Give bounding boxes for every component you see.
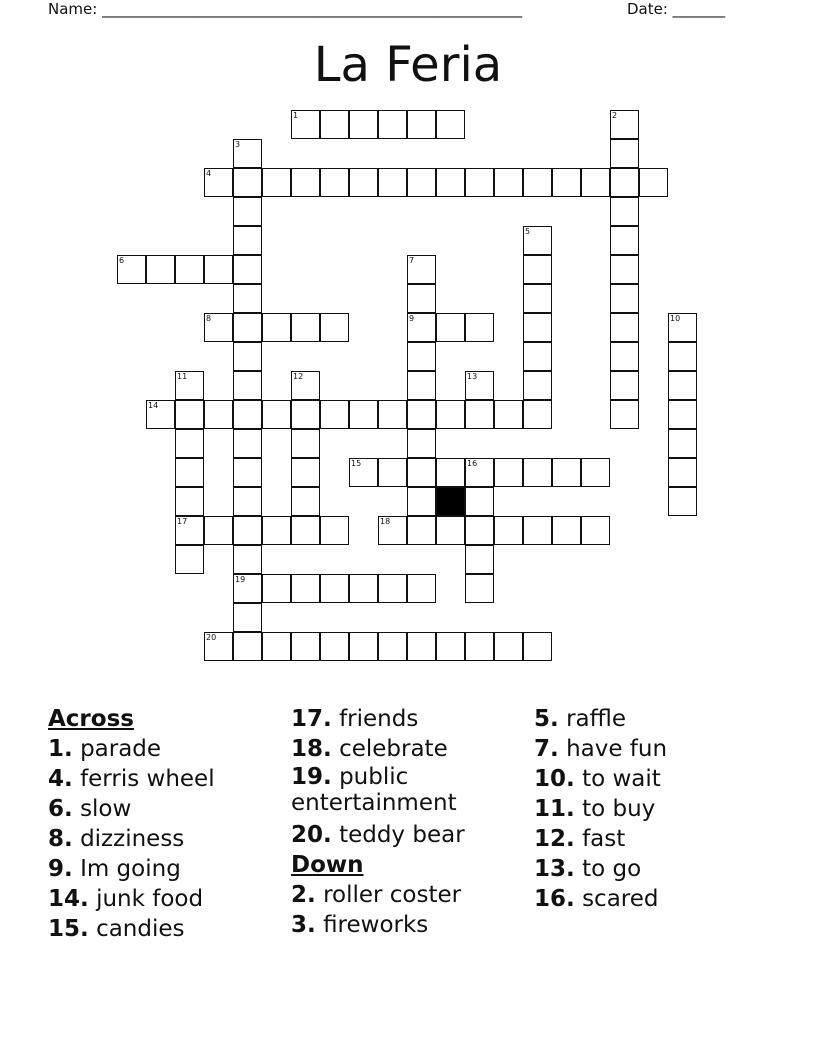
grid-cell[interactable] <box>291 429 320 458</box>
clue-number: 6 <box>119 256 125 265</box>
grid-cell[interactable] <box>378 632 407 661</box>
grid-cell[interactable] <box>349 110 378 139</box>
clue-number: 20 <box>206 633 217 642</box>
grid-cell[interactable] <box>146 255 175 284</box>
clue-item: 1. parade <box>48 736 162 762</box>
grid-cell[interactable] <box>320 110 349 139</box>
grid-cell[interactable] <box>610 197 639 226</box>
clue-item: 14. junk food <box>48 886 204 912</box>
clue-number: 8 <box>206 314 212 323</box>
clue-number: 3 <box>235 140 241 149</box>
grid-cell[interactable] <box>349 400 378 429</box>
clue-number: 13 <box>467 372 478 381</box>
grid-cell[interactable] <box>233 284 262 313</box>
clue-number: 9 <box>409 314 415 323</box>
clue-item: 7. have fun <box>534 736 668 762</box>
grid-cell[interactable] <box>204 516 233 545</box>
grid-cell[interactable] <box>407 284 436 313</box>
grid-cell[interactable] <box>610 284 639 313</box>
clue-item: 18. celebrate <box>291 736 448 762</box>
grid-cell[interactable] <box>494 516 523 545</box>
clue-item: 9. Im going <box>48 856 181 882</box>
grid-cell[interactable] <box>523 168 552 197</box>
clue-item: 16. scared <box>534 886 659 912</box>
grid-cell[interactable] <box>465 545 494 574</box>
grid-cell[interactable] <box>378 574 407 603</box>
grid-cell[interactable] <box>262 574 291 603</box>
grid-cell[interactable] <box>436 313 465 342</box>
clue-item: 3. fireworks <box>291 912 429 938</box>
grid-cell[interactable] <box>378 458 407 487</box>
grid-cell[interactable] <box>233 516 262 545</box>
grid-cell[interactable] <box>668 371 697 400</box>
name-field: Name: ________________________________________________________ <box>48 0 523 18</box>
grid-cell[interactable] <box>262 632 291 661</box>
grid-cell[interactable] <box>523 516 552 545</box>
grid-cell[interactable] <box>175 255 204 284</box>
grid-cell[interactable] <box>523 284 552 313</box>
grid-cell[interactable] <box>494 632 523 661</box>
clue-number: 18 <box>380 517 391 526</box>
grid-cell[interactable] <box>175 458 204 487</box>
grid-cell[interactable] <box>291 400 320 429</box>
grid-cell[interactable] <box>523 458 552 487</box>
grid-cell[interactable] <box>465 632 494 661</box>
clue-item: 8. dizziness <box>48 826 185 852</box>
grid-cell[interactable] <box>233 255 262 284</box>
grid-cell[interactable] <box>291 632 320 661</box>
clue-number: 16 <box>467 459 478 468</box>
black-cell <box>436 487 465 516</box>
grid-cell[interactable] <box>407 487 436 516</box>
grid-cell[interactable] <box>349 632 378 661</box>
grid-cell[interactable] <box>233 458 262 487</box>
grid-cell[interactable] <box>523 632 552 661</box>
clue-number: 12 <box>293 372 304 381</box>
clue-number: 7 <box>409 256 415 265</box>
grid-cell[interactable] <box>233 313 262 342</box>
grid-cell[interactable] <box>291 487 320 516</box>
grid-cell[interactable] <box>407 632 436 661</box>
grid-cell[interactable] <box>581 168 610 197</box>
clue-item: 15. candies <box>48 916 185 942</box>
grid-cell[interactable] <box>610 400 639 429</box>
grid-cell[interactable] <box>233 226 262 255</box>
grid-cell[interactable] <box>407 458 436 487</box>
grid-cell[interactable] <box>436 110 465 139</box>
clue-number: 14 <box>148 401 159 410</box>
grid-cell[interactable] <box>291 516 320 545</box>
grid-cell[interactable] <box>320 168 349 197</box>
grid-cell[interactable] <box>175 545 204 574</box>
grid-cell[interactable] <box>436 168 465 197</box>
grid-cell[interactable] <box>610 371 639 400</box>
grid-cell[interactable] <box>407 371 436 400</box>
grid-cell[interactable] <box>523 400 552 429</box>
grid-cell[interactable] <box>523 342 552 371</box>
grid-cell[interactable] <box>291 574 320 603</box>
grid-cell[interactable] <box>668 487 697 516</box>
grid-cell[interactable] <box>233 371 262 400</box>
clue-number: 17 <box>177 517 188 526</box>
grid-cell[interactable] <box>233 545 262 574</box>
grid-cell[interactable] <box>465 168 494 197</box>
grid-cell[interactable] <box>233 429 262 458</box>
across-heading: Across <box>48 706 134 732</box>
grid-cell[interactable] <box>320 313 349 342</box>
grid-cell[interactable] <box>610 168 639 197</box>
grid-cell[interactable] <box>378 168 407 197</box>
down-heading: Down <box>291 852 364 878</box>
grid-cell[interactable] <box>523 313 552 342</box>
grid-cell[interactable] <box>436 458 465 487</box>
grid-cell[interactable] <box>233 197 262 226</box>
grid-cell[interactable] <box>233 400 262 429</box>
grid-cell[interactable] <box>581 516 610 545</box>
grid-cell[interactable] <box>610 313 639 342</box>
clue-number: 19 <box>235 575 246 584</box>
grid-cell[interactable] <box>610 139 639 168</box>
grid-cell[interactable] <box>320 516 349 545</box>
grid-cell[interactable] <box>204 400 233 429</box>
grid-cell[interactable] <box>610 342 639 371</box>
grid-cell[interactable] <box>494 168 523 197</box>
grid-cell[interactable] <box>291 168 320 197</box>
clue-item: 10. to wait <box>534 766 661 792</box>
clue-number: 15 <box>351 459 362 468</box>
clue-item: 17. friends <box>291 706 419 732</box>
grid-cell[interactable] <box>407 574 436 603</box>
grid-cell[interactable] <box>668 400 697 429</box>
grid-cell[interactable] <box>523 255 552 284</box>
grid-cell[interactable] <box>349 574 378 603</box>
grid-cell[interactable] <box>465 487 494 516</box>
grid-cell[interactable] <box>465 400 494 429</box>
grid-cell[interactable] <box>668 342 697 371</box>
grid-cell[interactable] <box>436 516 465 545</box>
grid-cell[interactable] <box>581 458 610 487</box>
grid-cell[interactable] <box>523 371 552 400</box>
grid-cell[interactable] <box>465 516 494 545</box>
grid-cell[interactable] <box>407 429 436 458</box>
grid-cell[interactable] <box>407 168 436 197</box>
clue-number: 2 <box>612 111 618 120</box>
grid-cell[interactable] <box>233 342 262 371</box>
clue-item: 5. raffle <box>534 706 626 732</box>
grid-cell[interactable] <box>552 458 581 487</box>
grid-cell[interactable] <box>262 516 291 545</box>
grid-cell[interactable] <box>465 313 494 342</box>
clue-item: 2. roller coster <box>291 882 462 908</box>
clue-item: 6. slow <box>48 796 132 822</box>
grid-cell[interactable] <box>494 400 523 429</box>
grid-cell[interactable] <box>407 400 436 429</box>
grid-cell[interactable] <box>233 632 262 661</box>
grid-cell[interactable] <box>291 458 320 487</box>
grid-cell[interactable] <box>407 342 436 371</box>
grid-cell[interactable] <box>465 574 494 603</box>
clue-column-1 <box>48 704 215 944</box>
page-title: La Feria <box>313 37 503 93</box>
grid-cell[interactable] <box>233 487 262 516</box>
grid-cell[interactable] <box>262 168 291 197</box>
grid-cell[interactable] <box>436 632 465 661</box>
grid-cell[interactable] <box>320 632 349 661</box>
grid-cell[interactable] <box>320 400 349 429</box>
grid-cell[interactable] <box>349 168 378 197</box>
grid-cell[interactable] <box>175 400 204 429</box>
clue-number: 1 <box>293 111 299 120</box>
clue-item: 12. fast <box>534 826 626 852</box>
grid-cell[interactable] <box>494 458 523 487</box>
clue-column-3 <box>534 704 667 914</box>
grid-cell[interactable] <box>639 168 668 197</box>
grid-cell[interactable] <box>291 313 320 342</box>
clue-number: 10 <box>670 314 681 323</box>
grid-cell[interactable] <box>610 226 639 255</box>
grid-cell[interactable] <box>233 168 262 197</box>
grid-cell[interactable] <box>262 400 291 429</box>
clue-column-2 <box>291 704 511 940</box>
grid-cell[interactable] <box>552 516 581 545</box>
clue-item: 4. ferris wheel <box>48 766 215 792</box>
clue-item: 13. to go <box>534 856 642 882</box>
grid-cell[interactable] <box>668 429 697 458</box>
clue-number: 11 <box>177 372 188 381</box>
grid-cell[interactable] <box>407 516 436 545</box>
clue-item: 20. teddy bear <box>291 822 465 848</box>
grid-cell[interactable] <box>378 400 407 429</box>
date-field: Date: _______ <box>627 0 726 18</box>
grid-cell[interactable] <box>552 168 581 197</box>
clue-number: 5 <box>525 227 531 236</box>
grid-cell[interactable] <box>320 574 349 603</box>
clue-number: 4 <box>206 169 212 178</box>
clue-item: 19. public entertainment <box>291 764 457 816</box>
grid-cell[interactable] <box>204 255 233 284</box>
grid-cell[interactable] <box>436 400 465 429</box>
grid-cell[interactable] <box>610 255 639 284</box>
grid-cell[interactable] <box>233 603 262 632</box>
grid-cell[interactable] <box>378 110 407 139</box>
grid-cell[interactable] <box>668 458 697 487</box>
grid-cell[interactable] <box>262 313 291 342</box>
grid-cell[interactable] <box>175 429 204 458</box>
grid-cell[interactable] <box>407 110 436 139</box>
grid-cell[interactable] <box>175 487 204 516</box>
clue-item: 11. to buy <box>534 796 656 822</box>
